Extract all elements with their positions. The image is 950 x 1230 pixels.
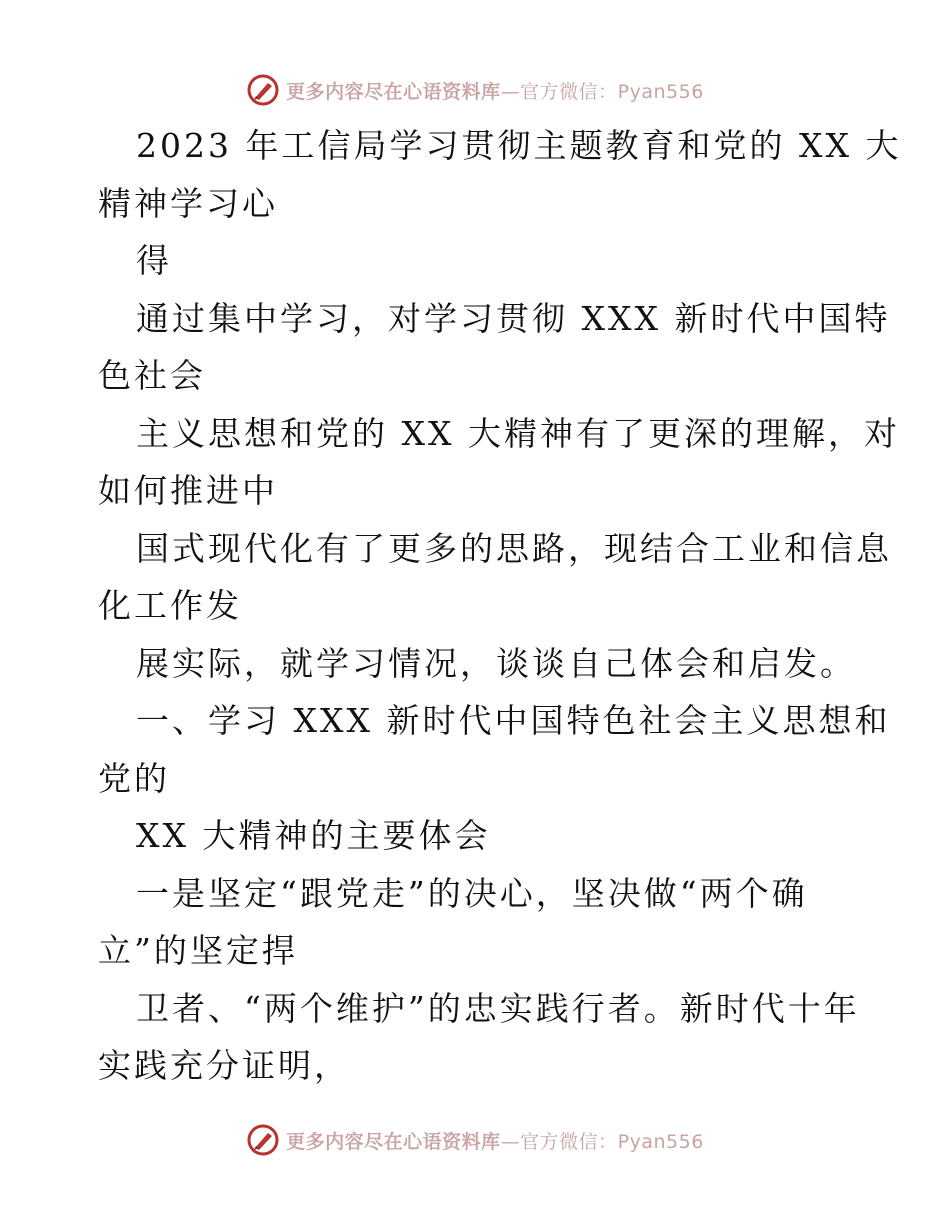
document-line: 展实际，就学习情况，谈谈自己体会和启发。: [136, 643, 856, 683]
document-line: 精神学习心: [98, 183, 278, 223]
document-line: 一是坚定“跟党走”的决心，坚决做“两个确: [136, 873, 808, 913]
watermark-text: [286, 77, 704, 104]
document-line: 主义思想和党的 XX 大精神有了更深的理解，对: [136, 413, 900, 453]
watermark-wechat-text: —官方微信：Pyan556: [500, 1130, 704, 1153]
document-line: 得: [136, 241, 172, 280]
watermark-site-text: 更多内容尽在心语资料库: [286, 80, 501, 103]
document-line: XX 大精神的主要体会: [136, 816, 491, 855]
watermark-wechat-text: —官方微信：Pyan556: [500, 80, 704, 103]
document-line: 立”的坚定捍: [98, 931, 298, 970]
watermark-footer: [0, 1120, 950, 1160]
pen-logo-icon: [246, 1123, 280, 1157]
document-body: [98, 117, 902, 1095]
document-line: 色社会: [98, 356, 206, 395]
document-line: 通过集中学习，对学习贯彻 XXX 新时代中国特: [136, 298, 891, 338]
document-line: 如何推进中: [98, 471, 278, 510]
document-line: 化工作发: [98, 586, 242, 625]
watermark-header: [0, 70, 950, 110]
document-line: 党的: [98, 758, 170, 798]
document-line: 卫者、“两个维护”的忠实践行者。新时代十年: [136, 988, 860, 1028]
watermark-text: [286, 1127, 704, 1154]
watermark-site-text: 更多内容尽在心语资料库: [286, 1130, 501, 1153]
document-line: 2023 年工信局学习贯彻主题教育和党的 XX 大: [136, 126, 902, 165]
document-line: 实践充分证明，: [98, 1046, 350, 1085]
pen-logo-icon: [246, 73, 280, 107]
document-line: 一、学习 XXX 新时代中国特色社会主义思想和: [136, 701, 891, 740]
document-line: 国式现代化有了更多的思路，现结合工业和信息: [136, 528, 892, 568]
